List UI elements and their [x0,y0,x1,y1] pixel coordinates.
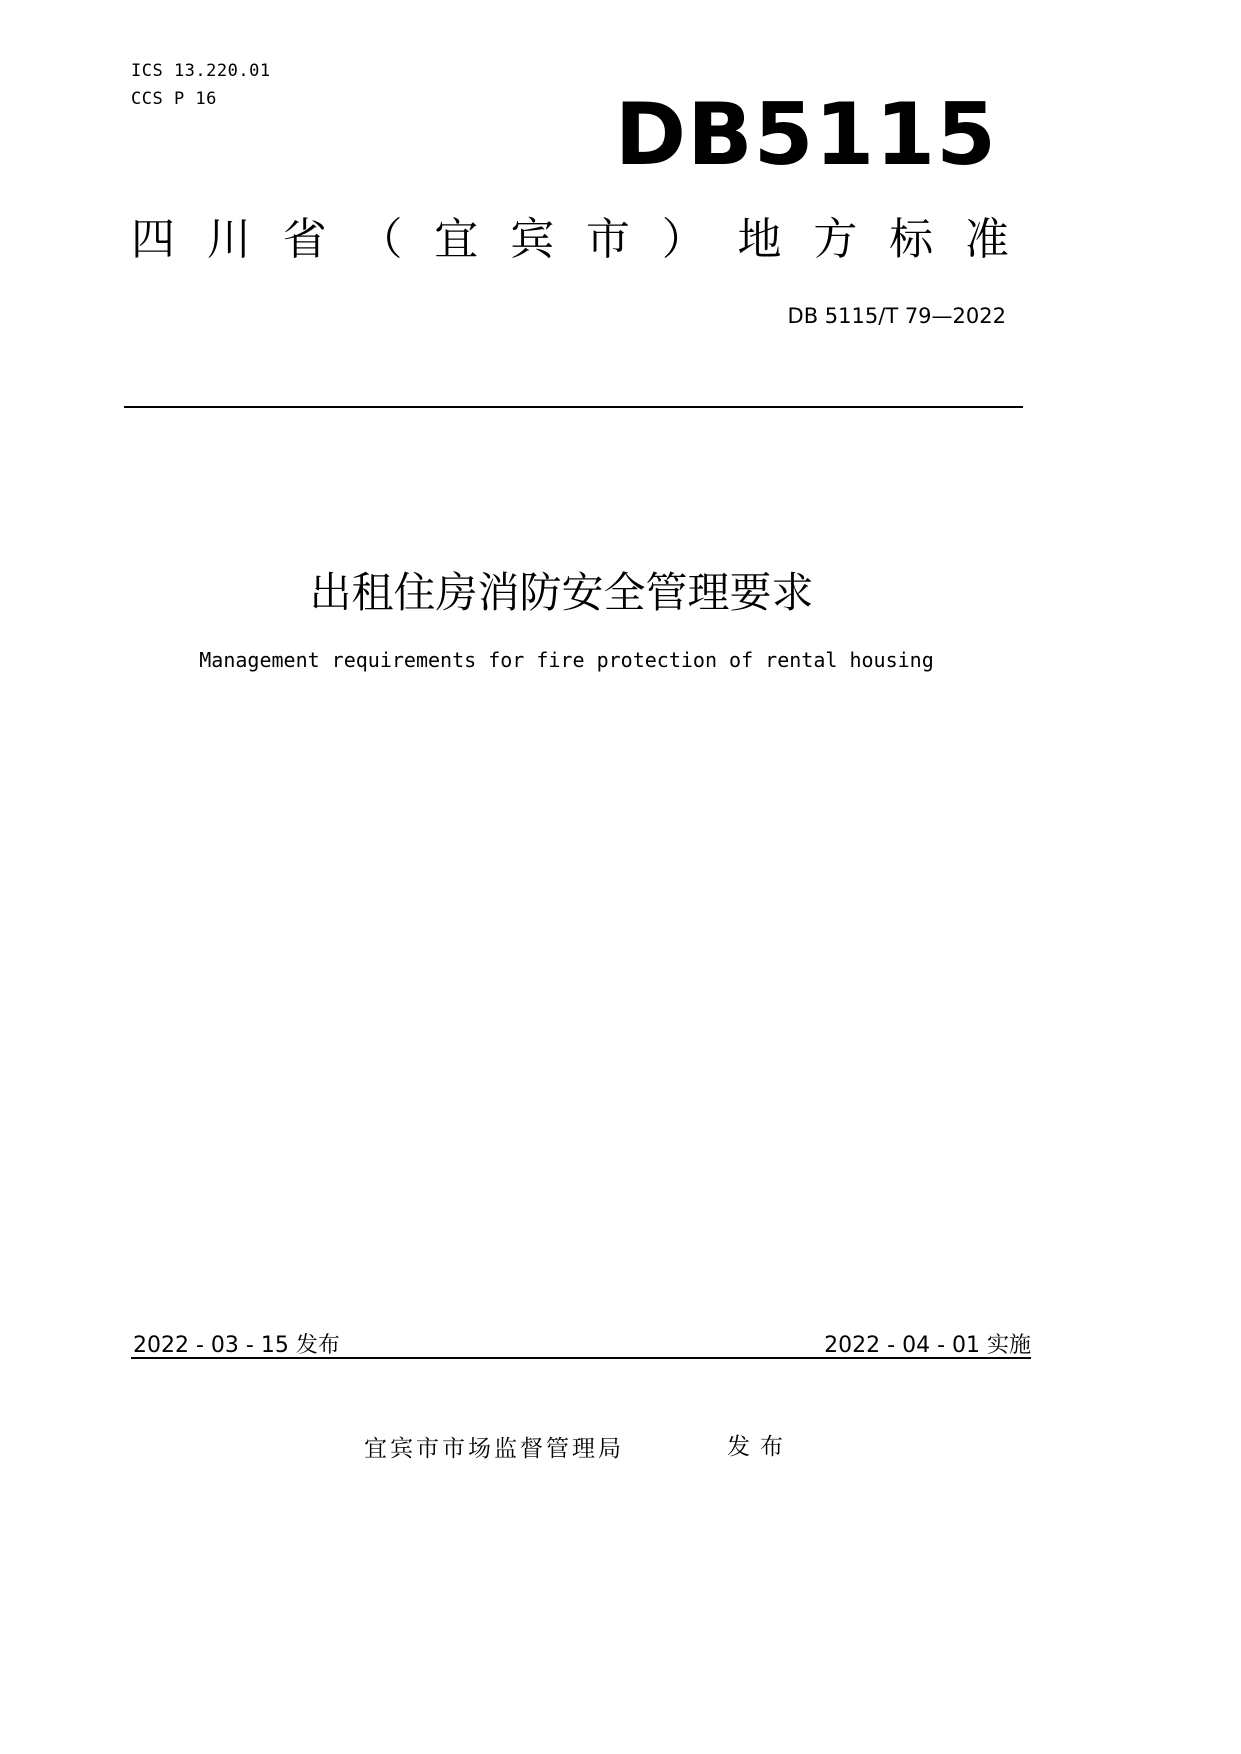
standard-type-char: 方 [813,214,858,265]
standard-type-char: ） [661,214,706,265]
issue-date: 2022 - 03 - 15 发布 [133,1333,340,1358]
standard-type-char: 准 [964,214,1009,265]
standard-type-char: （ [358,214,403,265]
bottom-divider [131,1357,1031,1359]
implementation-date: 2022 - 04 - 01 实施 [824,1333,1031,1358]
standard-type-char: 四 [131,214,175,265]
issuing-action: 发布 [727,1434,793,1460]
top-divider [124,406,1023,408]
issuing-authority: 宜宾市市场监督管理局 [364,1436,624,1462]
db-mark: DB5115 [614,85,997,185]
standard-type-char: 宜 [434,214,479,265]
ics-code: ICS 13.220.01 [131,61,271,81]
document-title-chinese: 出租住房消防安全管理要求 [309,568,814,617]
ccs-code: CCS P 16 [131,89,217,109]
document-title-english: Management requirements for fire protection of rental housing [199,648,934,672]
standard-type-char: 川 [206,214,251,265]
standard-type-char: 宾 [510,214,555,265]
standard-type-char: 省 [282,214,327,265]
standard-type-char: 标 [889,214,934,265]
standard-type-char: 市 [585,214,630,265]
standard-number: DB 5115/T 79—2022 [787,304,1006,328]
standard-type-char: 地 [737,214,782,265]
standard-type [131,214,1009,265]
